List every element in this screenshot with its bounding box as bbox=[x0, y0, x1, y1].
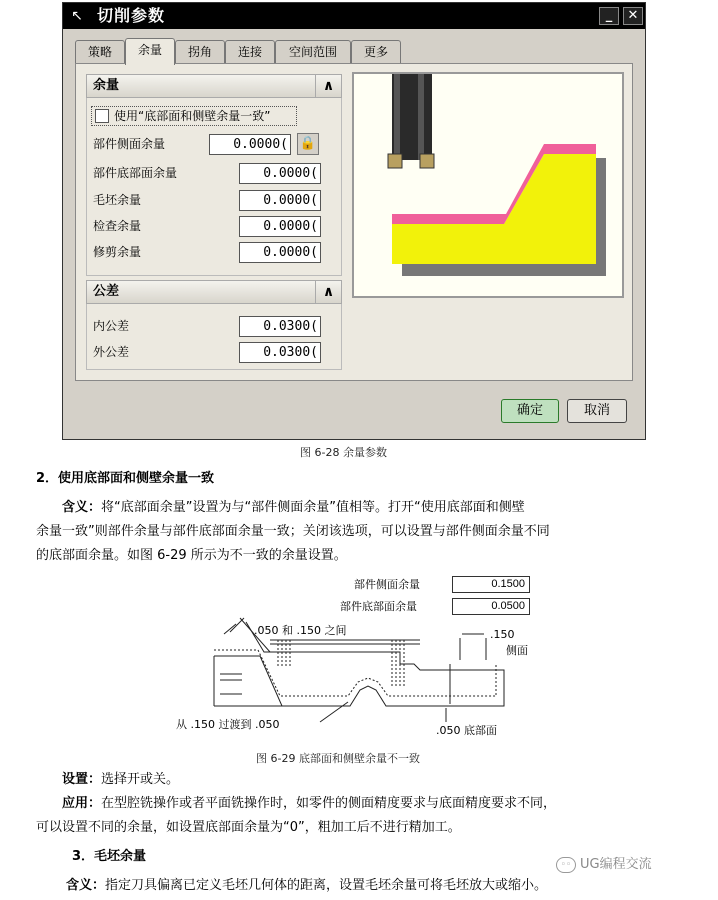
part-side-stock-input[interactable]: 0.0000( bbox=[209, 134, 291, 155]
dialog-titlebar[interactable] bbox=[63, 3, 645, 29]
tab-space-range[interactable]: 空间范围 bbox=[275, 40, 351, 64]
setting-label: 设置： bbox=[62, 772, 102, 787]
section-3-paragraph bbox=[66, 874, 547, 897]
section-2-heading: 2．使用底部面和侧壁余量一致 bbox=[36, 471, 215, 486]
same-floor-side-label: 使用“底部面和侧壁余量一致” bbox=[114, 109, 271, 123]
section-3-heading: 3．毛坯余量 bbox=[72, 849, 147, 864]
checkbox-box[interactable] bbox=[95, 109, 109, 123]
floor-stock-label: 部件底部面余量 bbox=[340, 600, 417, 613]
cancel-button[interactable]: 取消 bbox=[567, 399, 627, 423]
ok-button[interactable]: 确定 bbox=[501, 399, 559, 423]
tab-connection[interactable]: 连接 bbox=[225, 40, 275, 64]
watermark-text: UG编程交流 bbox=[580, 857, 652, 872]
part-floor-stock-label: 部件底部面余量 bbox=[93, 166, 178, 180]
minimize-button[interactable]: _ bbox=[599, 7, 619, 25]
blank-stock-input[interactable]: 0.0000( bbox=[239, 190, 321, 211]
para-text: 将“底部面余量”设置为与“部件侧面余量”值相等。打开“使用底部面和侧壁 bbox=[101, 500, 525, 515]
outtol-label: 外公差 bbox=[93, 345, 130, 359]
setting-paragraph bbox=[62, 768, 179, 791]
lock-icon[interactable]: 🔒 bbox=[297, 133, 319, 155]
blank-stock-label: 毛坯余量 bbox=[93, 193, 142, 207]
check-stock-label: 检查余量 bbox=[93, 219, 142, 233]
collapse-tolerance-icon[interactable]: ∧ bbox=[315, 281, 341, 303]
tolerance-section-body bbox=[86, 304, 342, 370]
tab-more[interactable]: 更多 bbox=[351, 40, 401, 64]
wrench-icon: ↖ bbox=[71, 8, 83, 24]
tolerance-section-header[interactable] bbox=[86, 280, 342, 304]
application-text-1: 在型腔铣操作或者平面铣操作时，如零件的侧面精度要求与底面精度要求不同， bbox=[101, 796, 557, 811]
part-floor-stock-input[interactable]: 0.0000( bbox=[239, 163, 321, 184]
allowance-section-body bbox=[86, 98, 342, 276]
section-3-text: 指定刀具偏离已定义毛坯几何体的距离，设置毛坯余量可将毛坯放大或缩小。 bbox=[105, 878, 548, 893]
part-body bbox=[392, 154, 596, 264]
meaning-label: 含义： bbox=[62, 500, 102, 515]
trim-stock-label: 修剪余量 bbox=[93, 245, 142, 259]
cut-parameters-dialog bbox=[62, 2, 646, 440]
trim-stock-input[interactable]: 0.0000( bbox=[239, 242, 321, 263]
part-side-stock-label: 部件侧面余量 bbox=[93, 137, 166, 151]
intol-input[interactable]: 0.0300( bbox=[239, 316, 321, 337]
preview-graphic bbox=[354, 74, 622, 296]
dialog-title: 切削参数 bbox=[97, 6, 166, 25]
tab-allowance[interactable]: 余量 bbox=[125, 38, 175, 65]
side-annotation-word: 侧面 bbox=[506, 644, 528, 657]
setting-text: 选择开或关。 bbox=[101, 772, 180, 787]
close-button[interactable]: ✕ bbox=[623, 7, 643, 25]
tab-strategy[interactable]: 策略 bbox=[75, 40, 125, 64]
watermark bbox=[556, 856, 652, 874]
tool-insert bbox=[388, 154, 402, 168]
figure-6-29-diagram bbox=[176, 568, 540, 748]
intol-label: 内公差 bbox=[93, 319, 130, 333]
same-floor-side-checkbox[interactable] bbox=[91, 106, 297, 126]
wechat-icon: ◦◦ bbox=[556, 857, 576, 873]
side-annotation-value: .150 bbox=[490, 628, 515, 641]
application-label: 应用： bbox=[62, 796, 102, 811]
application-line1 bbox=[62, 792, 556, 815]
allowance-tab-panel bbox=[75, 63, 633, 381]
tab-corner[interactable]: 拐角 bbox=[175, 40, 225, 64]
meaning-label-3: 含义： bbox=[66, 878, 106, 893]
application-line2: 可以设置不同的余量，如设置底部面余量为“0”，粗加工后不进行精加工。 bbox=[36, 820, 461, 835]
allowance-preview-image bbox=[352, 72, 624, 298]
floor-stock-value: 0.0500 bbox=[452, 598, 530, 615]
tolerance-section-title: 公差 bbox=[93, 284, 120, 299]
between-annotation: .050 和 .150 之间 bbox=[254, 624, 347, 637]
section-2-para-line3: 的底部面余量。如图 6-29 所示为不一致的余量设置。 bbox=[36, 548, 347, 563]
collapse-allowance-icon[interactable]: ∧ bbox=[315, 75, 341, 97]
transition-annotation: 从 .150 过渡到 .050 bbox=[176, 718, 280, 731]
floor-annotation: .050 底部面 bbox=[436, 724, 497, 737]
allowance-section-header[interactable] bbox=[86, 74, 342, 98]
section-2-para-line2: 余量一致”则部件余量与部件底部面余量一致；关闭该选项，可以设置与部件侧面余量不同 bbox=[36, 524, 550, 539]
outtol-input[interactable]: 0.0300( bbox=[239, 342, 321, 363]
side-stock-label: 部件侧面余量 bbox=[354, 578, 420, 591]
check-stock-input[interactable]: 0.0000( bbox=[239, 216, 321, 237]
figure-6-28-caption: 图 6-28 余量参数 bbox=[300, 446, 387, 459]
allowance-section-title: 余量 bbox=[93, 78, 120, 93]
side-stock-value: 0.1500 bbox=[452, 576, 530, 593]
tool-insert bbox=[420, 154, 434, 168]
figure-6-29-caption: 图 6-29 底部面和侧壁余量不一致 bbox=[256, 752, 420, 765]
section-2-para-line1 bbox=[62, 496, 525, 519]
